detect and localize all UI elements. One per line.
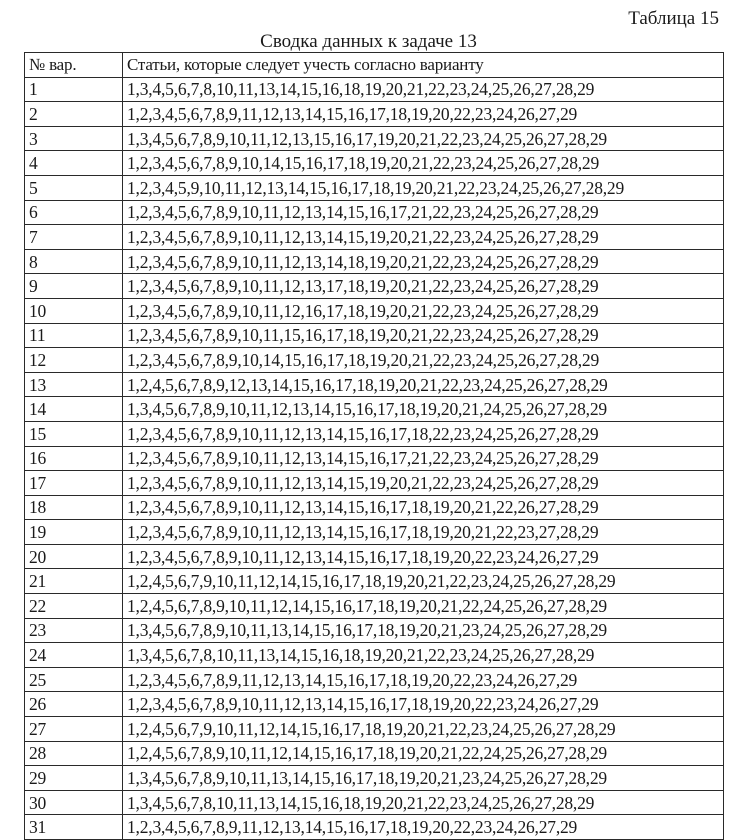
- variant-number-cell: 14: [25, 397, 123, 422]
- variant-number-cell: 9: [25, 274, 123, 299]
- items-list-cell: 1,2,4,5,6,7,9,10,11,12,14,15,16,17,18,19,20,21,22,23,24,25,26,27,28,29: [123, 717, 724, 742]
- table-row: [25, 175, 724, 200]
- variant-number-cell: 29: [25, 766, 123, 791]
- table-row: [25, 815, 724, 840]
- header-variant-number: № вар.: [25, 53, 123, 78]
- table-row: [25, 520, 724, 545]
- table-row: [25, 692, 724, 717]
- table-row: [25, 446, 724, 471]
- variant-number-cell: 4: [25, 151, 123, 176]
- table-row: [25, 200, 724, 225]
- table-row: [25, 274, 724, 299]
- table-row: [25, 397, 724, 422]
- variant-number-cell: 2: [25, 102, 123, 127]
- items-list-cell: 1,2,3,4,5,6,7,8,9,10,11,12,13,14,15,19,20,21,22,23,24,25,26,27,28,29: [123, 471, 724, 496]
- items-list-cell: 1,2,3,4,5,6,7,8,9,10,11,12,13,14,15,16,17,18,22,23,24,25,26,27,28,29: [123, 421, 724, 446]
- items-list-cell: 1,2,3,4,5,6,7,8,9,10,11,12,13,14,15,16,17,21,22,23,24,25,26,27,28,29: [123, 200, 724, 225]
- table-number-label: Таблица 15: [628, 8, 719, 29]
- items-list-cell: 1,2,4,5,6,7,8,9,12,13,14,15,16,17,18,19,20,21,22,23,24,25,26,27,28,29: [123, 372, 724, 397]
- variant-number-cell: 30: [25, 790, 123, 815]
- variant-number-cell: 31: [25, 815, 123, 840]
- variant-number-cell: 25: [25, 667, 123, 692]
- items-list-cell: 1,2,3,4,5,6,7,8,9,10,11,12,13,17,18,19,20,21,22,23,24,25,26,27,28,29: [123, 274, 724, 299]
- items-list-cell: 1,2,3,4,5,6,7,8,9,11,12,13,14,15,16,17,18,19,20,22,23,24,26,27,29: [123, 102, 724, 127]
- variant-number-cell: 7: [25, 225, 123, 250]
- items-list-cell: 1,2,4,5,6,7,9,10,11,12,14,15,16,17,18,19,20,21,22,23,24,25,26,27,28,29: [123, 569, 724, 594]
- variant-number-cell: 5: [25, 175, 123, 200]
- variant-number-cell: 26: [25, 692, 123, 717]
- items-list-cell: 1,3,4,5,6,7,8,9,10,11,13,14,15,16,17,18,19,20,21,23,24,25,26,27,28,29: [123, 766, 724, 791]
- table-row: [25, 249, 724, 274]
- items-list-cell: 1,2,3,4,5,6,7,8,9,10,11,12,13,14,15,16,17,21,22,23,24,25,26,27,28,29: [123, 446, 724, 471]
- variant-number-cell: 16: [25, 446, 123, 471]
- table-row: [25, 77, 724, 102]
- table-row: [25, 594, 724, 619]
- items-list-cell: 1,2,3,4,5,6,7,8,9,10,11,12,13,14,15,16,17,18,19,20,22,23,24,26,27,29: [123, 544, 724, 569]
- items-list-cell: 1,2,3,4,5,6,7,8,9,10,11,12,16,17,18,19,20,21,22,23,24,25,26,27,28,29: [123, 298, 724, 323]
- variant-number-cell: 17: [25, 471, 123, 496]
- items-list-cell: 1,2,3,4,5,6,7,8,9,11,12,13,14,15,16,17,18,19,20,22,23,24,26,27,29: [123, 667, 724, 692]
- table-row: [25, 790, 724, 815]
- variant-number-cell: 11: [25, 323, 123, 348]
- variant-number-cell: 18: [25, 495, 123, 520]
- variant-number-cell: 24: [25, 643, 123, 668]
- items-list-cell: 1,2,3,4,5,6,7,8,9,10,11,12,13,14,15,16,17,18,19,20,22,23,24,26,27,29: [123, 692, 724, 717]
- table-header-row: [25, 53, 724, 78]
- table-caption: Сводка данных к задаче 13: [260, 31, 477, 52]
- table-row: [25, 348, 724, 373]
- table-row: [25, 618, 724, 643]
- table-row: [25, 323, 724, 348]
- table-row: [25, 667, 724, 692]
- variant-number-cell: 23: [25, 618, 123, 643]
- variants-table: [24, 52, 724, 840]
- table-row: [25, 495, 724, 520]
- items-list-cell: 1,2,3,4,5,6,7,8,9,10,11,12,13,14,15,16,17,18,19,20,21,22,23,27,28,29: [123, 520, 724, 545]
- variant-number-cell: 15: [25, 421, 123, 446]
- table-row: [25, 298, 724, 323]
- table-row: [25, 766, 724, 791]
- header-items: Статьи, которые следует учесть согласно варианту: [123, 53, 724, 78]
- table-body: [25, 77, 724, 839]
- variant-number-cell: 21: [25, 569, 123, 594]
- table-row: [25, 126, 724, 151]
- table-row: [25, 372, 724, 397]
- items-list-cell: 1,2,3,4,5,6,7,8,9,10,14,15,16,17,18,19,20,21,22,23,24,25,26,27,28,29: [123, 151, 724, 176]
- items-list-cell: 1,2,3,4,5,6,7,8,9,10,11,15,16,17,18,19,20,21,22,23,24,25,26,27,28,29: [123, 323, 724, 348]
- variant-number-cell: 27: [25, 717, 123, 742]
- table-row: [25, 569, 724, 594]
- variant-number-cell: 19: [25, 520, 123, 545]
- items-list-cell: 1,3,4,5,6,7,8,10,11,13,14,15,16,18,19,20,21,22,23,24,25,26,27,28,29: [123, 643, 724, 668]
- variant-number-cell: 12: [25, 348, 123, 373]
- variant-number-cell: 1: [25, 77, 123, 102]
- items-list-cell: 1,2,4,5,6,7,8,9,10,11,12,14,15,16,17,18,19,20,21,22,24,25,26,27,28,29: [123, 741, 724, 766]
- items-list-cell: 1,3,4,5,6,7,8,9,10,11,12,13,14,15,16,17,18,19,20,21,24,25,26,27,28,29: [123, 397, 724, 422]
- table-row: [25, 717, 724, 742]
- items-list-cell: 1,2,4,5,6,7,8,9,10,11,12,14,15,16,17,18,19,20,21,22,24,25,26,27,28,29: [123, 594, 724, 619]
- variant-number-cell: 28: [25, 741, 123, 766]
- items-list-cell: 1,2,3,4,5,6,7,8,9,10,11,12,13,14,15,16,17,18,19,20,21,22,26,27,28,29: [123, 495, 724, 520]
- variant-number-cell: 3: [25, 126, 123, 151]
- variant-number-cell: 20: [25, 544, 123, 569]
- table-row: [25, 544, 724, 569]
- items-list-cell: 1,3,4,5,6,7,8,10,11,13,14,15,16,18,19,20,21,22,23,24,25,26,27,28,29: [123, 790, 724, 815]
- table-row: [25, 151, 724, 176]
- variant-number-cell: 22: [25, 594, 123, 619]
- variant-number-cell: 8: [25, 249, 123, 274]
- items-list-cell: 1,3,4,5,6,7,8,9,10,11,12,13,15,16,17,19,20,21,22,23,24,25,26,27,28,29: [123, 126, 724, 151]
- table-row: [25, 741, 724, 766]
- items-list-cell: 1,3,4,5,6,7,8,10,11,13,14,15,16,18,19,20,21,22,23,24,25,26,27,28,29: [123, 77, 724, 102]
- table-row: [25, 225, 724, 250]
- table-row: [25, 471, 724, 496]
- items-list-cell: 1,2,3,4,5,6,7,8,9,10,14,15,16,17,18,19,20,21,22,23,24,25,26,27,28,29: [123, 348, 724, 373]
- items-list-cell: 1,2,3,4,5,6,7,8,9,10,11,12,13,14,18,19,20,21,22,23,24,25,26,27,28,29: [123, 249, 724, 274]
- variant-number-cell: 13: [25, 372, 123, 397]
- items-list-cell: 1,2,3,4,5,9,10,11,12,13,14,15,16,17,18,19,20,21,22,23,24,25,26,27,28,29: [123, 175, 724, 200]
- variant-number-cell: 10: [25, 298, 123, 323]
- table-row: [25, 643, 724, 668]
- variant-number-cell: 6: [25, 200, 123, 225]
- table-row: [25, 421, 724, 446]
- items-list-cell: 1,2,3,4,5,6,7,8,9,11,12,13,14,15,16,17,18,19,20,22,23,24,26,27,29: [123, 815, 724, 840]
- table-row: [25, 102, 724, 127]
- items-list-cell: 1,2,3,4,5,6,7,8,9,10,11,12,13,14,15,19,20,21,22,23,24,25,26,27,28,29: [123, 225, 724, 250]
- items-list-cell: 1,3,4,5,6,7,8,9,10,11,13,14,15,16,17,18,19,20,21,23,24,25,26,27,28,29: [123, 618, 724, 643]
